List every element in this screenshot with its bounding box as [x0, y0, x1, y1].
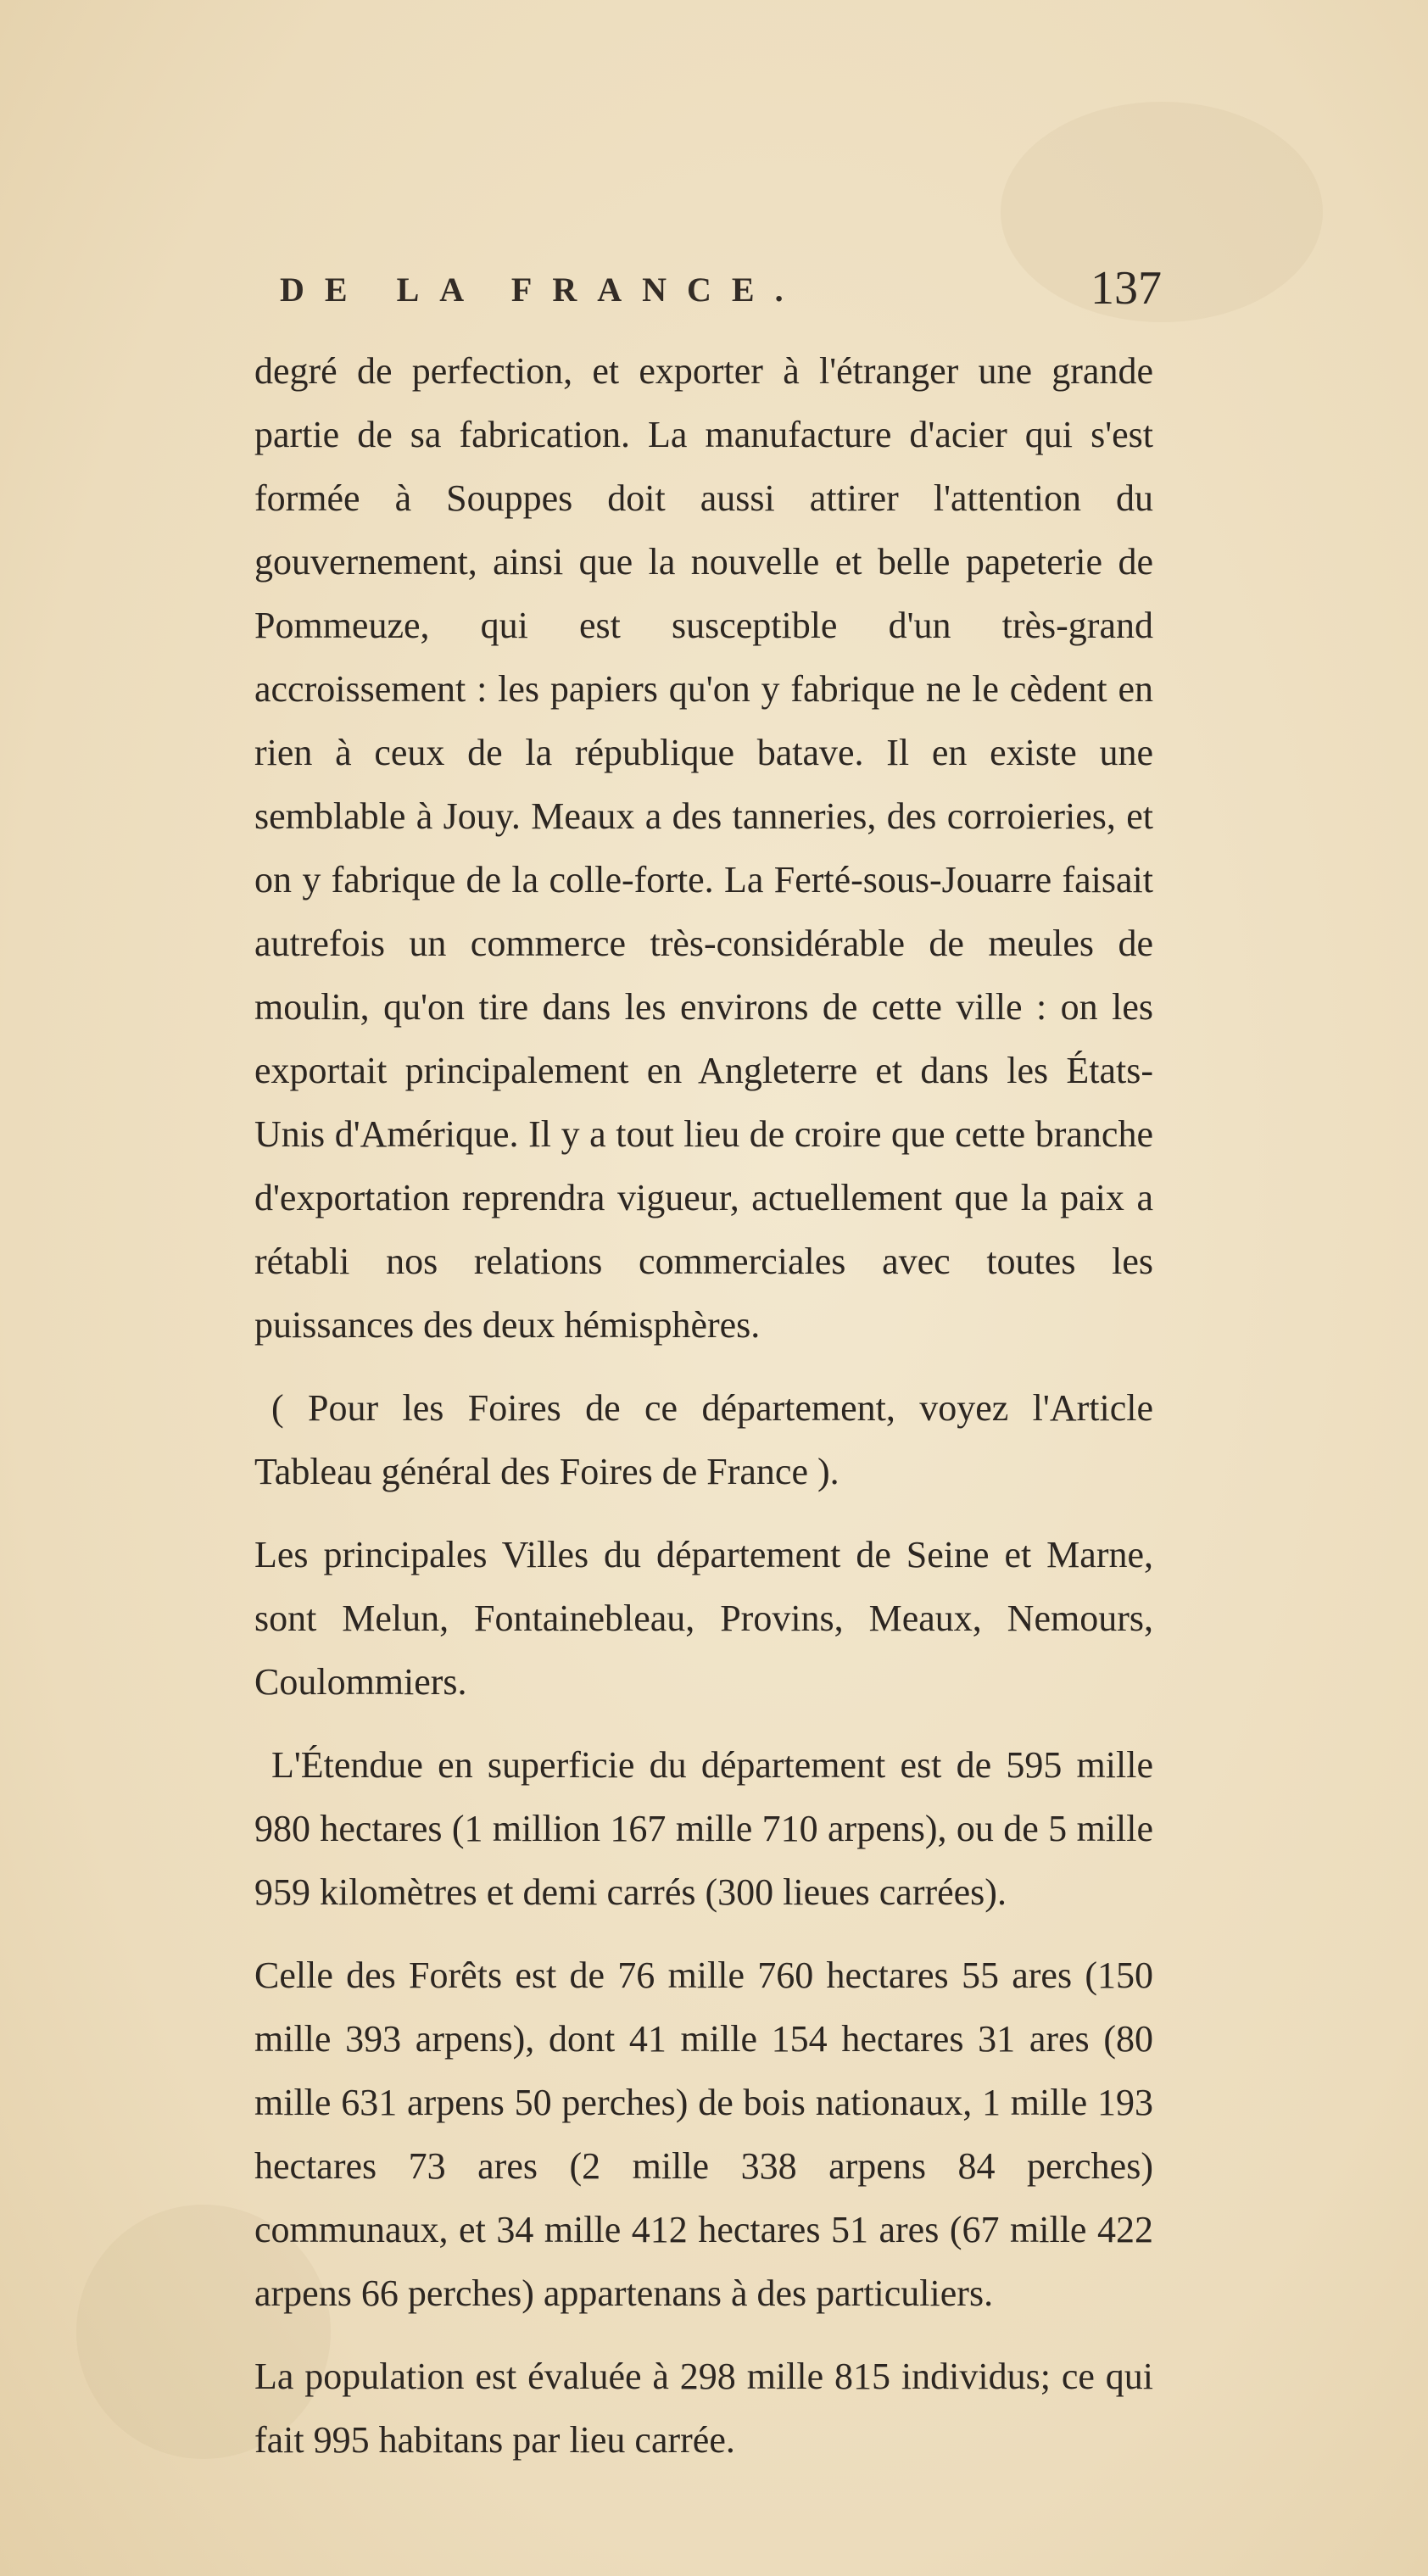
- paragraph-forests: Celle des Forêts est de 76 mille 760 hectares 55 ares (150 mille 393 arpens), dont 41 mille 154 hectares 31 ares (80 mille 631 arpens 50 perches) de bois nationaux, 1 mille 193 hectares 73 ares (2 mille 338 arpens 84 perches) communaux, et 34 mille 412 hectares 51 ares (67 mille 422 arpens 66 perches) appartenans à des particuliers.: [254, 1954, 1153, 2314]
- paragraph-industry: degré de perfection, et exporter à l'étranger une grande partie de sa fabrication. La manufacture d'acier qui s'est formée à Souppes doit aussi attirer l'attention du gouvernement, ainsi que la nouvelle et belle papeterie de Pommeuze, qui est susceptible d'un très-grand accroissement : les papiers qu'on y fabrique ne le cèdent en rien à ceux de la république batave. Il en existe une semblable à Jouy. Meaux a des tanneries, des corroieries, et on y fabrique de la colle-forte. La Ferté-sous-Jouarre faisait autrefois un commerce très-considérable de meules de moulin, qu'on tire dans les environs de cette ville : on les exportait principalement en Angleterre et dans les États-Unis d'Amérique. Il y a tout lieu de croire que cette branche d'exportation reprendra vigueur, actuellement que la paix a rétabli nos relations commerciales avec toutes les puissances des deux hémisphères.: [254, 350, 1153, 1346]
- running-head: DE LA FRANCE.: [280, 270, 804, 309]
- paragraph-area: L'Étendue en superficie du département est de 595 mille 980 hectares (1 million 167 mille 710 arpens), ou de 5 mille 959 kilomètres et demi carrés (300 lieues carrées).: [254, 1744, 1153, 1913]
- paragraph-fairs-note: ( Pour les Foires de ce département, voyez l'Article Tableau général des Foires de France ).: [254, 1387, 1153, 1492]
- page-header: [280, 262, 1162, 321]
- page-number: 137: [1091, 262, 1162, 315]
- body-text: [254, 339, 1153, 2461]
- paragraph-principal-towns: Les principales Villes du département de Seine et Marne, sont Melun, Fontainebleau, Provins, Meaux, Nemours, Coulommiers.: [254, 1534, 1153, 1703]
- paragraph-population: La population est évaluée à 298 mille 815 individus; ce qui fait 995 habitans par lieu carrée.: [254, 2356, 1153, 2461]
